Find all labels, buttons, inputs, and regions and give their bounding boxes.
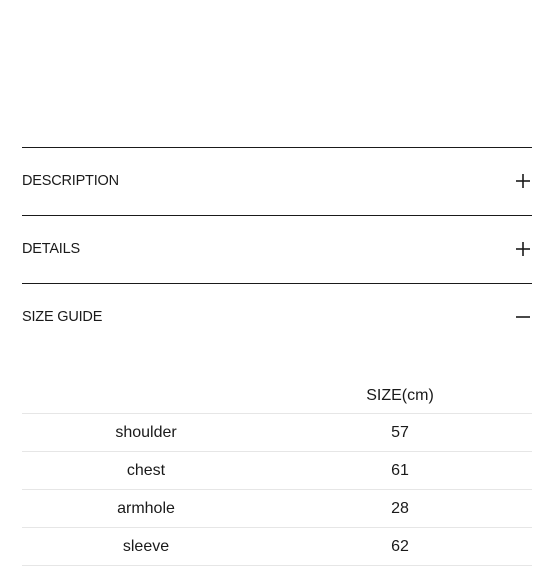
- table-row: [22, 452, 532, 490]
- minus-icon[interactable]: [516, 310, 530, 324]
- plus-icon[interactable]: [516, 242, 530, 256]
- accordion-details-label: DETAILS: [22, 241, 80, 257]
- measurement-value: 57: [391, 424, 409, 441]
- accordion-description-label: DESCRIPTION: [22, 173, 119, 189]
- size-guide-table: [22, 376, 532, 566]
- measurement-name: shoulder: [115, 424, 177, 441]
- accordion-size-guide[interactable]: [22, 283, 532, 351]
- measurement-name: armhole: [117, 500, 175, 517]
- plus-icon[interactable]: [516, 174, 530, 188]
- table-row: [22, 414, 532, 452]
- measurement-value: 61: [391, 462, 409, 479]
- measurement-name: chest: [126, 462, 166, 479]
- accordion-details[interactable]: [22, 215, 532, 283]
- product-info-accordion: [22, 147, 532, 351]
- table-row: [22, 490, 532, 528]
- size-table-header: [22, 376, 532, 414]
- measurement-value: 62: [391, 538, 409, 555]
- size-column-header: SIZE(cm): [366, 387, 434, 404]
- accordion-description[interactable]: [22, 147, 532, 215]
- accordion-size-guide-label: SIZE GUIDE: [22, 309, 103, 325]
- table-row: [22, 528, 532, 566]
- measurement-name: sleeve: [122, 538, 170, 555]
- measurement-value: 28: [391, 500, 409, 517]
